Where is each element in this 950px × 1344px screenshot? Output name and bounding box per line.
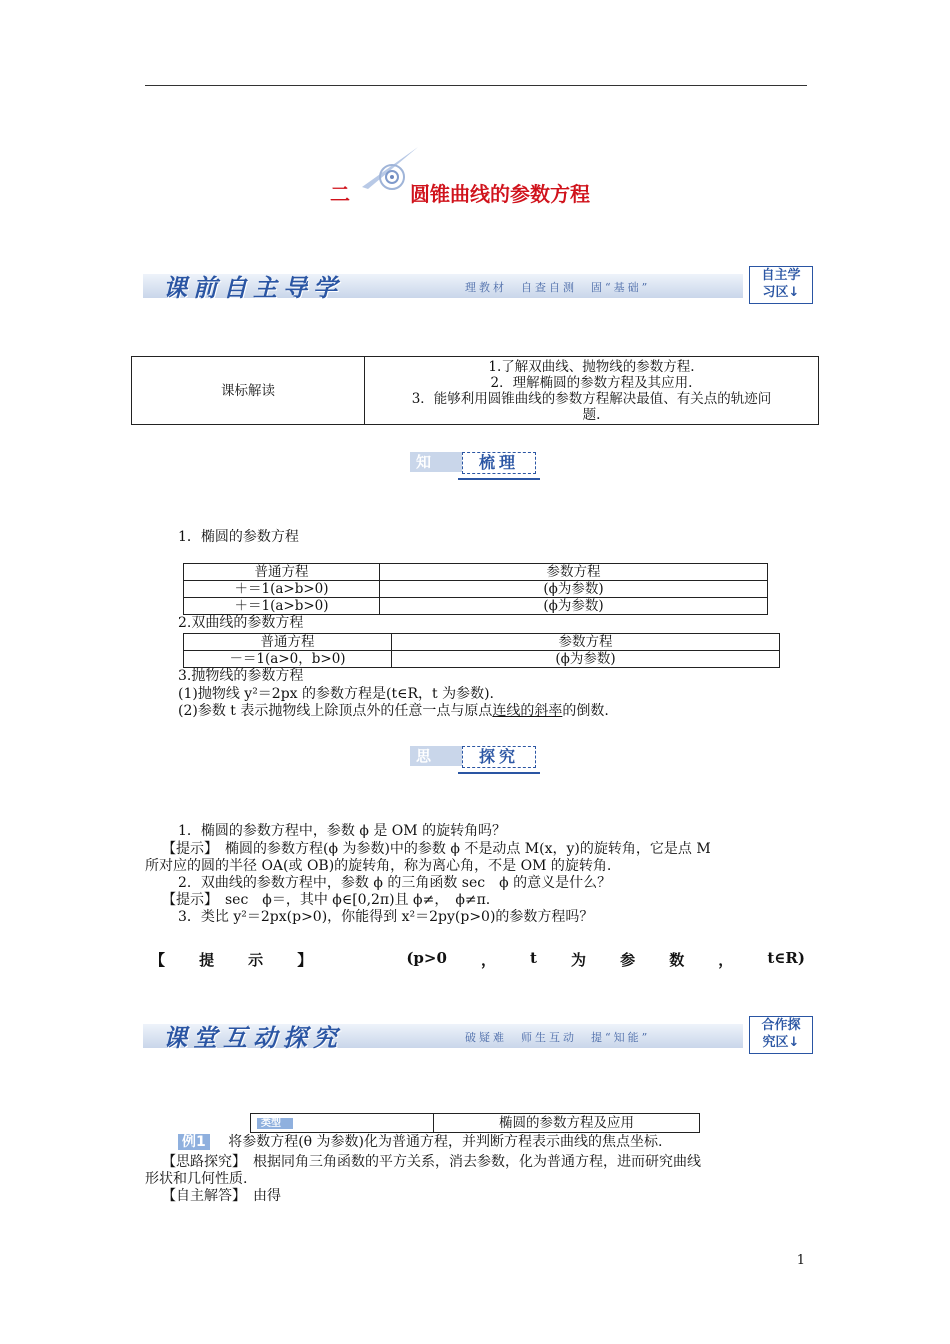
s3-heading: 3.抛物线的参数方程 [178, 668, 304, 684]
banner-box[interactable]: 合作探 究区↓ [749, 1016, 813, 1054]
a1-line2: 所对应的圆的半径 OA(或 OB)的旋转角，称为离心角，不是 OM 的旋转角. [145, 858, 612, 874]
standard-label: 课标解读 [132, 357, 365, 425]
banner-subtitle: 破疑难 师生互动 提“知能” [465, 1031, 651, 1044]
q1: 1．椭圆的参数方程中，参数 ϕ 是 OM 的旋转角吗？ [178, 823, 507, 839]
standard-table [131, 356, 819, 425]
example-badge: 例1 [178, 1134, 210, 1150]
s1-heading: 1．椭圆的参数方程 [178, 529, 299, 545]
page-number: 1 [796, 1253, 805, 1268]
banner-subtitle: 理教材 自查自测 固“基础” [465, 281, 651, 294]
a2: 【提示】 sec ϕ＝，其中 ϕ∈[0,2π)且 ϕ≠， ϕ≠π. [162, 892, 491, 908]
s2-heading: 2.双曲线的参数方程 [178, 615, 304, 631]
banner-title: 课前自主导学 [163, 273, 343, 302]
type-label: 类型 [257, 1118, 293, 1129]
a1-line1: 【提示】 椭圆的参数方程(ϕ 为参数)中的参数 ϕ 不是动点 M(x，y)的旋转角，它是点 M [162, 841, 711, 857]
banner-title: 课堂互动探究 [163, 1023, 343, 1052]
s3-p1: (1)抛物线 y²＝2px 的参数方程是(t∈R，t 为参数). [178, 686, 494, 702]
idea-line1: 【思路探究】 根据同角三角函数的平方关系，消去参数，化为普通方程，进而研究曲线 [162, 1154, 701, 1170]
banner-preclass [143, 266, 815, 306]
ellipse-table: 普通方程 参数方程 ＋＝1(a>b>0) (ϕ为参数) ＋＝1(a>b>0) (ϕ为参数) [183, 563, 768, 615]
s3-p2: (2)参数 t 表示抛物线上除顶点外的任意一点与原点连线的斜率的倒数. [178, 703, 609, 719]
idea-line2: 形状和几何性质. [145, 1171, 248, 1187]
standard-items: 1.了解双曲线、抛物线的参数方程. 2．理解椭圆的参数方程及其应用. 3．能够利用圆锥曲线的参数方程解决最值、有关点的轨迹问 题. [365, 357, 819, 425]
chapter-title-text: 圆锥曲线的参数方程 [410, 182, 590, 206]
tag-thinking: 思考 探究 [410, 746, 545, 768]
hyperbola-table: 普通方程 参数方程 －＝1(a>0，b>0) (ϕ为参数) [183, 633, 780, 668]
type-title: 椭圆的参数方程及应用 [434, 1114, 700, 1133]
chapter-number: 二 [330, 182, 350, 206]
type-box [250, 1113, 700, 1133]
banner-inclass [143, 1016, 815, 1056]
tag-knowledge: 知识 梳理 [410, 452, 545, 474]
header-rule [145, 85, 807, 86]
solution: 【自主解答】 由得 [162, 1188, 281, 1204]
q3: 3．类比 y²＝2px(p>0)，你能得到 x²＝2py(p>0)的参数方程吗？ [178, 909, 594, 925]
a3-hint: 【 提 示 】 (p>0 ， t 为 参 数 ， t∈R) [150, 949, 805, 969]
example-1: 例1 将参数方程(θ 为参数)化为普通方程，并判断方程表示曲线的焦点坐标. [178, 1134, 662, 1151]
q2: 2．双曲线的参数方程中，参数 ϕ 的三角函数 sec ϕ 的意义是什么？ [178, 875, 612, 891]
target-icon [358, 145, 420, 195]
banner-box[interactable]: 自主学 习区↓ [749, 266, 813, 304]
